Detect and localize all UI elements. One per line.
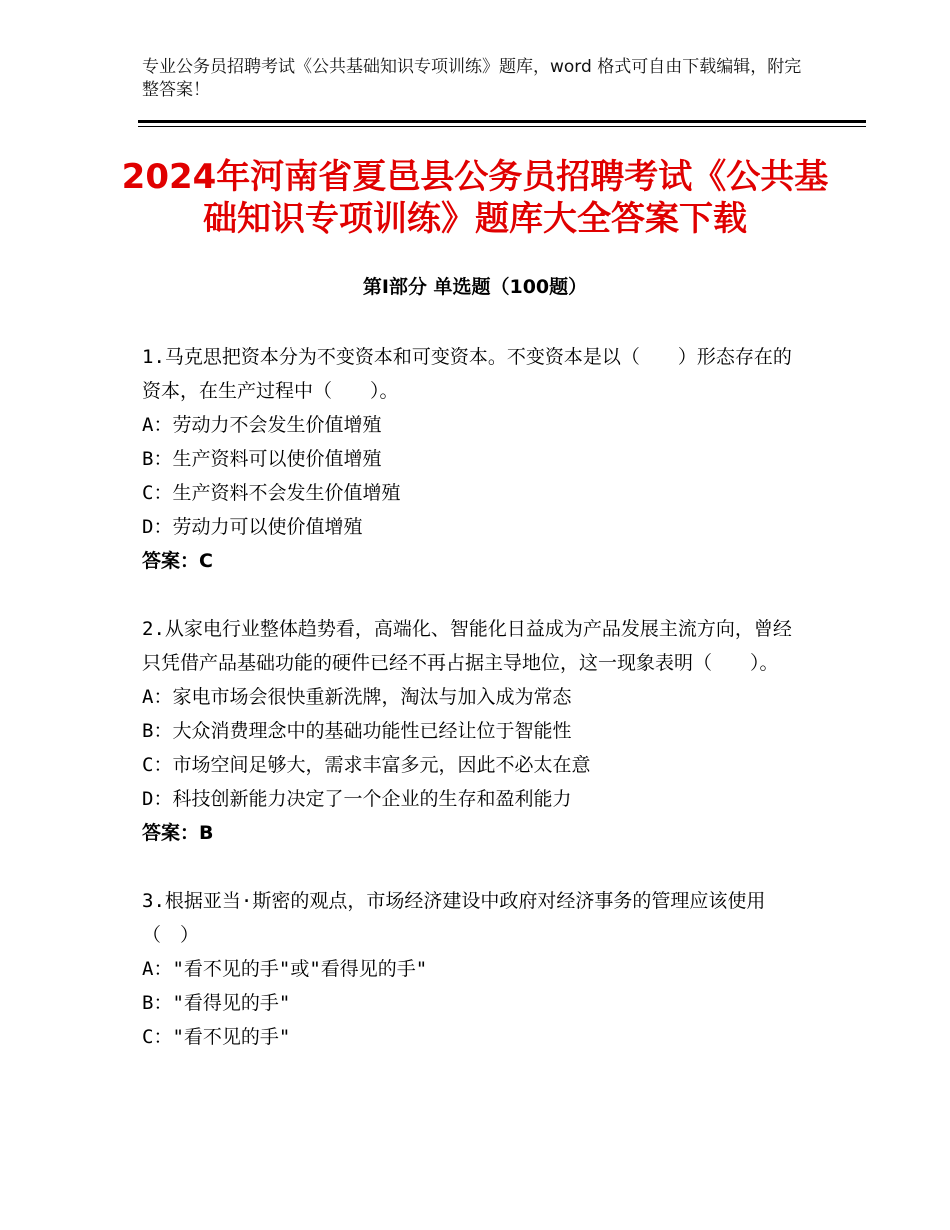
option-d: D：劳动力可以使价值增殖 [142,516,363,538]
question-1 [142,340,810,578]
document-title: 2024年河南省夏邑县公务员招聘考试《公共基础知识专项训练》题库大全答案下载 [121,157,829,239]
option-list [142,408,810,544]
option-a: A："看不见的手"或"看得见的手" [142,958,428,980]
question-2 [142,612,810,850]
header-rule-thin [138,126,866,127]
option-b: B：生产资料可以使价值增殖 [142,448,382,470]
option-list [142,680,810,816]
option-b: B："看得见的手" [142,992,291,1014]
question-stem: 1.马克思把资本分为不变资本和可变资本。不变资本是以（ ）形态存在的资本，在生产过程中（ ）。 [142,346,792,402]
question-list [142,340,810,1088]
header-rule-thick [138,120,866,123]
section-title: 第Ⅰ部分 单选题（100题） [362,276,588,298]
option-c: C：市场空间足够大，需求丰富多元，因此不必太在意 [142,754,591,776]
option-a: A：劳动力不会发生价值增殖 [142,414,382,436]
option-list [142,952,810,1054]
question-stem: 3.根据亚当·斯密的观点，市场经济建设中政府对经济事务的管理应该使用（ ） [142,890,766,946]
question-3 [142,884,810,1054]
option-a: A：家电市场会很快重新洗牌，淘汰与加入成为常态 [142,686,572,708]
option-b: B：大众消费理念中的基础功能性已经让位于智能性 [142,720,572,742]
question-stem: 2.从家电行业整体趋势看，高端化、智能化日益成为产品发展主流方向，曾经只凭借产品基础功能的硬件已经不再占据主导地位，这一现象表明（ ）。 [142,618,792,674]
option-c: C："看不见的手" [142,1026,291,1048]
option-c: C：生产资料不会发生价值增殖 [142,482,401,504]
answer: 答案：C [142,550,213,572]
answer: 答案：B [142,822,214,844]
header-note: 专业公务员招聘考试《公共基础知识专项训练》题库，word 格式可自由下载编辑，附完整答案！ [142,57,802,100]
option-d: D：科技创新能力决定了一个企业的生存和盈利能力 [142,788,572,810]
